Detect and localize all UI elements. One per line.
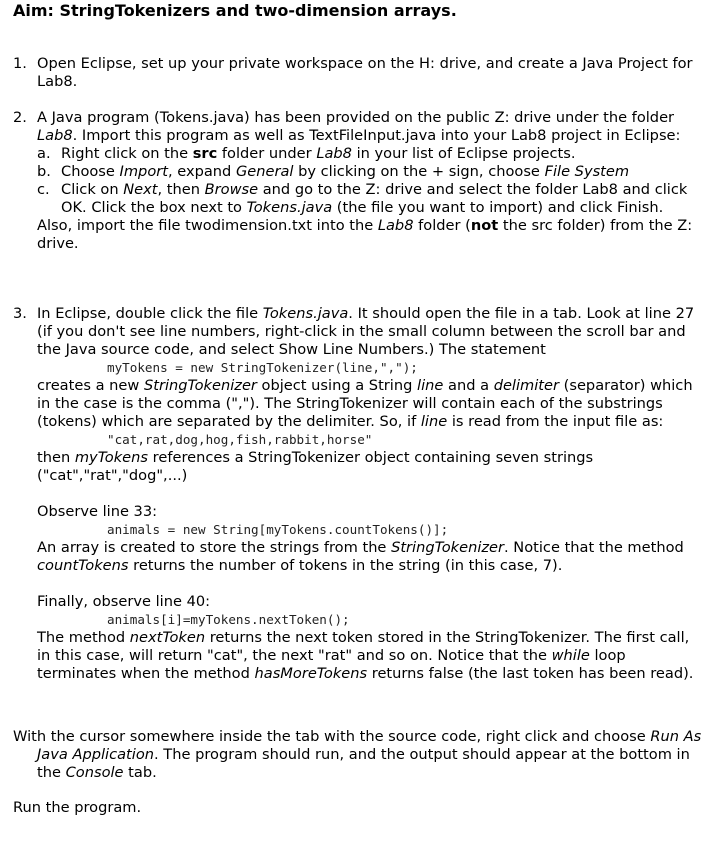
sub-em: General: [235, 163, 294, 180]
para-text: returns the number of tokens in the string (in this case, 7).: [128, 557, 563, 574]
para-text: then: [37, 449, 75, 466]
para-em: countTokens: [37, 557, 129, 574]
step-3-number: 3.: [13, 305, 27, 322]
para-text: (separator) which in the case is the comma (","). The StringTokenizer will contain each of the substrings (tokens) which are separated by the delimiter. So, if: [37, 377, 693, 430]
para-em: while: [551, 647, 590, 664]
step-1: [13, 55, 703, 91]
step-2-sub-b: [13, 163, 703, 181]
para-text: references a StringTokenizer object containing seven strings ("cat","rat","dog",...): [37, 449, 594, 484]
sub-letter: b.: [37, 163, 51, 180]
run-instructions: [13, 728, 703, 782]
code-input-line: "cat,rat,dog,hog,fish,rabbit,horse": [107, 432, 373, 447]
sub-text: Click on: [61, 181, 124, 198]
run-em: Run As Java Application: [37, 728, 702, 763]
step-1-text: Open Eclipse, set up your private workspace on the H: drive, and create a Java Project for Lab8.: [37, 55, 693, 90]
step-3-para-3: [37, 449, 703, 485]
step-2-intro-text-2: . Import this program as well as TextFileInput.java into your Lab8 project in Eclipse:: [72, 127, 681, 144]
para-em: line: [417, 377, 444, 394]
para-em: Tokens.java: [262, 305, 349, 322]
step-2-intro: [37, 109, 703, 145]
step-3-para-4: [37, 539, 703, 575]
step-2-folder-name: Lab8: [37, 127, 73, 144]
para-text: object using a String: [256, 377, 418, 394]
para-text: . It should open the file in a tab. Look at line 27 (if you don't see line numbers, right-click in the small column between the scroll bar and the Java source code, and select Show Line Numbers.) The statement: [37, 305, 695, 358]
para-text: An array is created to store the strings from the: [37, 539, 392, 556]
sub-text: and go to the Z: drive and select the folder Lab8 and click OK. Click the box next to: [61, 181, 688, 216]
sub-letter: a.: [37, 145, 51, 162]
step-3-para-1: [37, 305, 703, 359]
run-text: . The program should run, and the output should appear at the bottom in the: [37, 746, 690, 781]
sub-letter: c.: [37, 181, 50, 198]
para-text: The method: [37, 629, 130, 646]
para-text: creates a new: [37, 377, 144, 394]
sub-em: Import: [119, 163, 168, 180]
para-em: nextToken: [129, 629, 206, 646]
step-2-intro-text: A Java program (Tokens.java) has been provided on the public Z: drive under the folder: [37, 109, 675, 126]
code-line-27: myTokens = new StringTokenizer(line,",");: [107, 360, 418, 375]
para-em: delimiter: [493, 377, 560, 394]
run-em: Console: [65, 764, 124, 781]
sub-text: folder under: [217, 145, 317, 162]
sub-em: Tokens.java: [246, 199, 333, 216]
step-2-also: [37, 217, 703, 253]
para-em: line: [420, 413, 448, 430]
also-text: Also, import the file twodimension.txt into the: [37, 217, 378, 234]
para-text: returns false (the last token has been read).: [367, 665, 694, 682]
also-strong: not: [470, 217, 499, 234]
step-2-sub-a: [13, 145, 703, 163]
para-em: myTokens: [74, 449, 149, 466]
sub-text: Right click on the: [61, 145, 193, 162]
sub-text: , then: [157, 181, 205, 198]
sub-em: Lab8: [316, 145, 352, 162]
also-text: folder (: [413, 217, 471, 234]
sub-text: , expand: [167, 163, 236, 180]
sub-text: Choose: [61, 163, 120, 180]
step-2-sub-c: [13, 181, 703, 217]
step-2-number: 2.: [13, 109, 27, 126]
para-text: In Eclipse, double click the file: [37, 305, 263, 322]
para-em: hasMoreTokens: [254, 665, 368, 682]
para-text: returns the next token stored in the StringTokenizer. The first call, in this case, will return "cat", the next "rat" and so on. Notice that the: [37, 629, 690, 664]
sub-text: in your list of Eclipse projects.: [351, 145, 576, 162]
sub-strong: src: [192, 145, 218, 162]
run-program-text: Run the program.: [13, 799, 142, 816]
step-3-para-5: [37, 629, 703, 683]
also-em: Lab8: [377, 217, 414, 234]
aim-heading: Aim: StringTokenizers and two-dimension arrays.: [13, 1, 457, 20]
para-text: . Notice that the method: [504, 539, 684, 556]
para-text: and a: [443, 377, 494, 394]
para-em: StringTokenizer: [391, 539, 505, 556]
sub-em: File System: [544, 163, 630, 180]
observe-line-33: Observe line 33:: [37, 503, 158, 520]
run-text: With the cursor somewhere inside the tab with the source code, right click and choose: [13, 728, 651, 745]
sub-em: Browse: [204, 181, 259, 198]
para-em: StringTokenizer: [143, 377, 257, 394]
para-text: is read from the input file as:: [447, 413, 664, 430]
sub-text: by clicking on the + sign, choose: [293, 163, 545, 180]
step-3: [13, 305, 703, 683]
sub-em: Next: [123, 181, 158, 198]
para-text: loop terminates when the method: [37, 647, 626, 682]
step-2: [13, 109, 703, 253]
code-line-33: animals = new String[myTokens.countTokens()];: [107, 522, 449, 537]
observe-line-40: Finally, observe line 40:: [37, 593, 211, 610]
step-1-number: 1.: [13, 55, 27, 72]
also-text: the src folder) from the Z: drive.: [37, 217, 693, 252]
sub-text: (the file you want to import) and click Finish.: [332, 199, 664, 216]
step-3-para-2: [37, 377, 703, 431]
code-line-40: animals[i]=myTokens.nextToken();: [107, 612, 350, 627]
run-text: tab.: [123, 764, 157, 781]
